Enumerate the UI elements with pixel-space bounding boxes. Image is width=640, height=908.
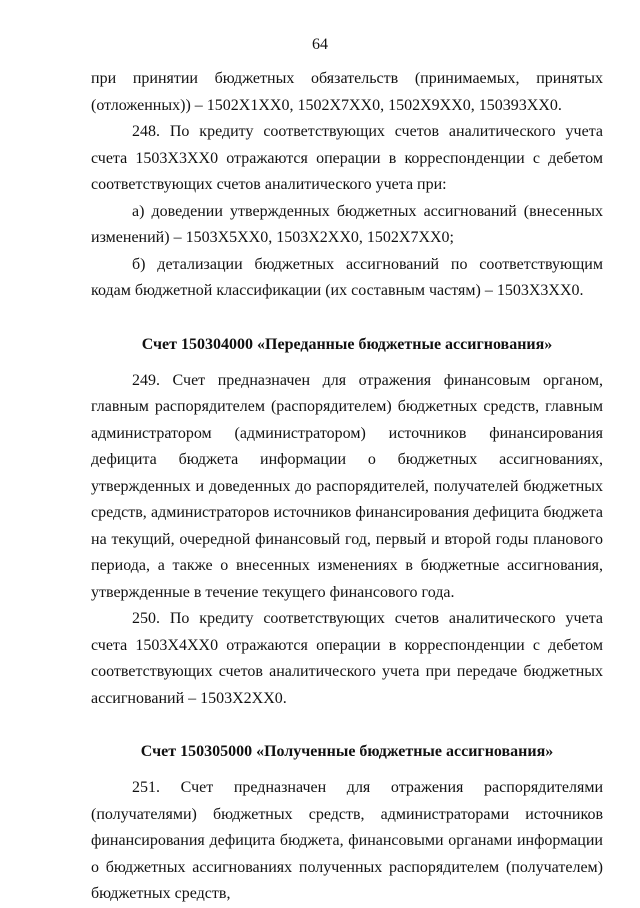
paragraph-continuation: при принятии бюджетных обязательств (принимаемых, принятых (отложенных)) – 1502Х1ХХ0, 1502Х7ХХ0, 1502Х9ХХ0, 150393ХХ0. <box>91 70 603 114</box>
paragraph-250: 250. По кредиту соответствующих счетов аналитического учета счета 1503Х4ХХ0 отражаются операции в корреспонденции с дебетом соответствующих счетов аналитического учета при передаче бюджетных ассигнований – 1503Х2ХХ0. <box>91 610 603 707</box>
paragraph-249: 249. Счет предназначен для отражения финансовым органом, главным распорядителем (распорядителем) бюджетных средств, главным администратором (администратором) источников финансирования дефицита бюджета информации о бюджетных ассигнованиях, утвержденных и доведенных до распорядителей, получателей бюджетных средств, администраторов источников финансирования дефицита бюджета на текущий, очередной финансовый год, первый и второй годы планового периода, а также о внесенных изменениях в бюджетные ассигнования, утвержденные в течение текущего финансового года. <box>91 371 603 601</box>
section-heading-150304000: Счет 150304000 «Переданные бюджетные ассигнования» <box>141 335 553 353</box>
page-number: 64 <box>312 36 328 53</box>
section-heading-150305000: Счет 150305000 «Полученные бюджетные ассигнования» <box>140 743 554 760</box>
list-item-a: а) доведении утвержденных бюджетных ассигнований (внесенных изменений) – 1503Х5ХХ0, 1503Х2ХХ0, 1502Х7ХХ0; <box>91 202 603 246</box>
paragraph-248: 248. По кредиту соответствующих счетов аналитического учета счета 1503Х3ХХ0 отражаются операции в корреспонденции с дебетом соответствующих счетов аналитического учета при: <box>91 123 603 193</box>
paragraph-251: 251. Счет предназначен для отражения распорядителями (получателями) бюджетных средств, администраторами источников финансирования дефицита бюджета, финансовыми органами информации о бюджетных ассигнованиях полученных распорядителем (получателем) бюджетных средств, <box>91 779 603 902</box>
list-item-b: б) детализации бюджетных ассигнований по соответствующим кодам бюджетной классификации (их составным частям) – 1503Х3ХХ0. <box>91 255 603 299</box>
document-body <box>91 66 603 908</box>
